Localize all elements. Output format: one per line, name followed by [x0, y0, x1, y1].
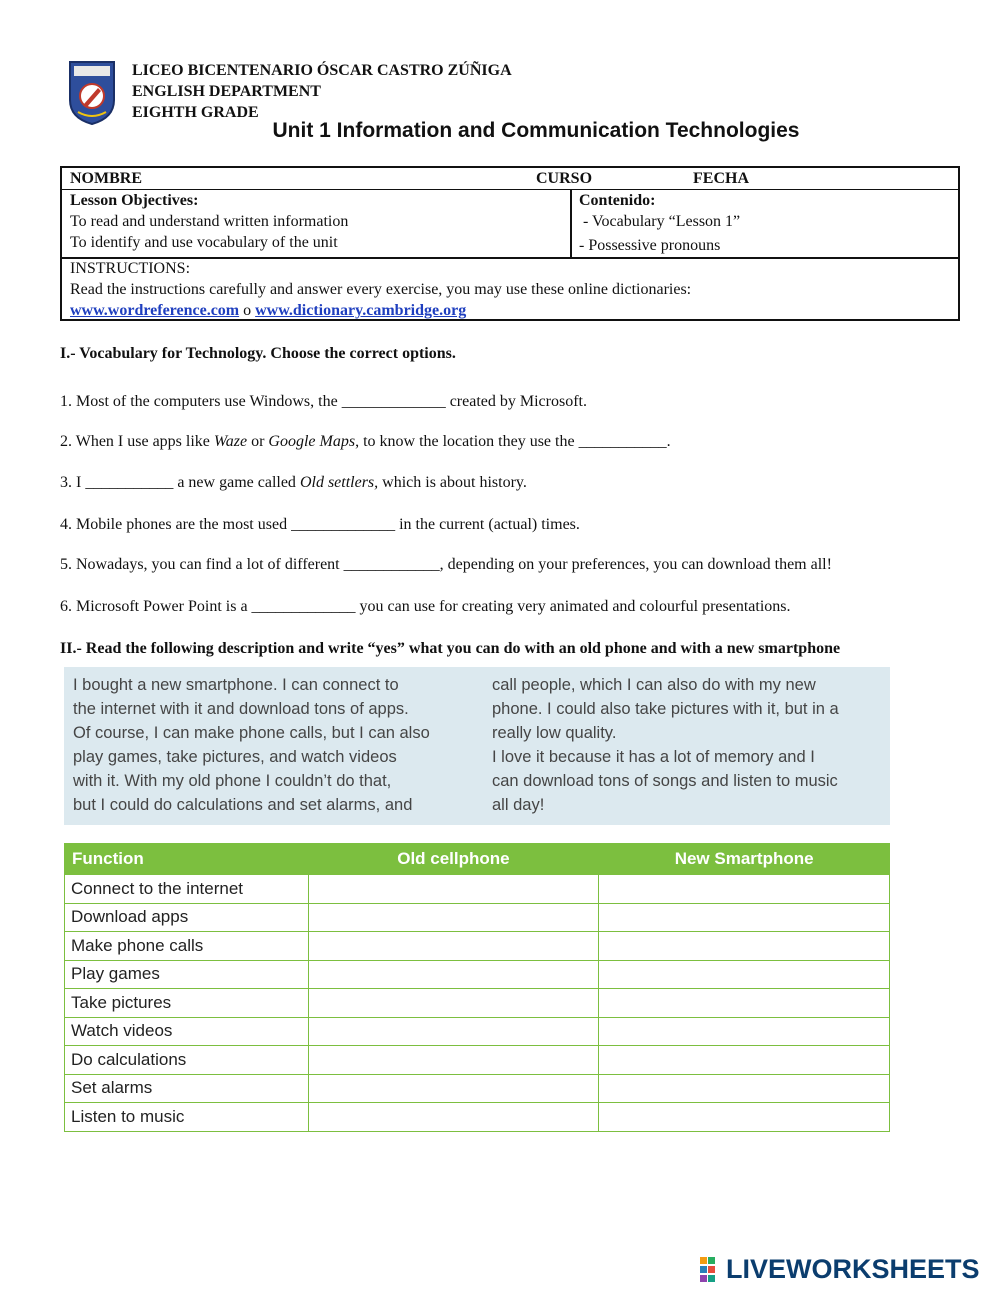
answer-blank[interactable]: _____________: [291, 516, 396, 533]
objectives-title: Lesson Objectives:: [70, 192, 199, 209]
new-phone-answer[interactable]: [599, 960, 890, 989]
old-phone-answer[interactable]: [308, 1046, 599, 1075]
contenido-title: Contenido:: [579, 192, 656, 209]
function-cell: Set alarms: [65, 1074, 309, 1103]
function-cell: Take pictures: [65, 989, 309, 1018]
new-phone-answer[interactable]: [599, 903, 890, 932]
instructions-text: Read the instructions carefully and answer every exercise, you may use these online dictionaries:: [70, 281, 692, 298]
question-text: Google Maps: [268, 433, 356, 450]
question-4: [60, 516, 580, 534]
school-name: LICEO BICENTENARIO ÓSCAR CASTRO ZÚÑIGA: [132, 62, 512, 79]
table-row: [65, 875, 890, 904]
function-cell: Download apps: [65, 903, 309, 932]
question-text: Old settlers,: [299, 474, 379, 491]
question-text: 3. I: [60, 474, 86, 491]
question-5: [60, 556, 832, 574]
new-phone-answer[interactable]: [599, 989, 890, 1018]
answer-blank[interactable]: _____________: [251, 598, 356, 615]
function-table: [64, 843, 890, 1132]
table-row: [65, 903, 890, 932]
function-cell: Play games: [65, 960, 309, 989]
question-1: [60, 393, 587, 411]
new-phone-answer[interactable]: [599, 932, 890, 961]
instructions-title: INSTRUCTIONS:: [70, 260, 191, 277]
function-cell: Connect to the internet: [65, 875, 309, 904]
question-text: or: [247, 433, 269, 450]
question-text: .: [666, 433, 671, 450]
question-6: [60, 598, 791, 616]
fecha-label: FECHA: [693, 170, 749, 187]
question-text: you can use for creating very animated and colourful presentations.: [355, 598, 791, 615]
old-phone-answer[interactable]: [308, 932, 599, 961]
school-header: [132, 60, 512, 123]
question-text: 1. Most of the computers use Windows, the: [60, 393, 342, 410]
column-header-new: New Smartphone: [599, 844, 890, 875]
old-phone-answer[interactable]: [308, 875, 599, 904]
department-name: ENGLISH DEPARTMENT: [132, 83, 321, 100]
old-phone-answer[interactable]: [308, 960, 599, 989]
new-phone-answer[interactable]: [599, 1017, 890, 1046]
new-phone-answer[interactable]: [599, 1074, 890, 1103]
instructions-row: [62, 258, 958, 321]
reading-left-column: I bought a new smartphone. I can connect to the internet with it and download tons of apps. Of course, I can make phone calls, but I can also play games, take pictures, and watch videos with it. With my old phone I couldn’t do that, but I could do calculations and set alarms, and: [73, 676, 430, 814]
old-phone-answer[interactable]: [308, 1103, 599, 1132]
answer-blank[interactable]: _____________: [341, 393, 446, 410]
contenido-item: - Vocabulary “Lesson 1”: [579, 213, 741, 230]
objective-item: To identify and use vocabulary of the unit: [70, 234, 338, 251]
question-text: , to know the location they use the: [355, 433, 579, 450]
function-cell: Do calculations: [65, 1046, 309, 1075]
grade-name: EIGHTH GRADE: [132, 104, 259, 121]
link-separator: o: [239, 302, 256, 319]
reading-right-column: call people, which I can also do with my new phone. I could also take pictures with it, but in a really low quality. I love it because it has a lot of memory and I can download tons of songs and listen to music all day!: [492, 676, 839, 814]
cambridge-link[interactable]: www.dictionary.cambridge.org: [255, 302, 467, 319]
objective-item: To read and understand written information: [70, 213, 349, 230]
old-phone-answer[interactable]: [308, 903, 599, 932]
old-phone-answer[interactable]: [308, 989, 599, 1018]
function-cell: Watch videos: [65, 1017, 309, 1046]
wordreference-link[interactable]: www.wordreference.com: [70, 302, 240, 319]
column-header-function: Function: [65, 844, 309, 875]
reading-passage: [64, 667, 890, 825]
dictionary-links: [70, 300, 466, 321]
school-crest-icon: [68, 60, 116, 126]
new-phone-answer[interactable]: [599, 875, 890, 904]
function-cell: Make phone calls: [65, 932, 309, 961]
old-phone-answer[interactable]: [308, 1074, 599, 1103]
table-row: [65, 1103, 890, 1132]
question-text: 2. When I use apps like: [60, 433, 214, 450]
table-header-row: [65, 844, 890, 875]
table-row: [65, 1017, 890, 1046]
new-phone-answer[interactable]: [599, 1103, 890, 1132]
section-1-title: I.- Vocabulary for Technology. Choose the correct options.: [60, 345, 456, 362]
question-text: which is about history.: [378, 474, 527, 491]
contenido-item: - Possessive pronouns: [579, 237, 721, 254]
table-row: [65, 989, 890, 1018]
question-text: 6. Microsoft Power Point is a: [60, 598, 252, 615]
question-text: created by Microsoft.: [445, 393, 587, 410]
section-2-title: II.- Read the following description and write “yes” what you can do with an old phone and with a new smartphone: [60, 640, 841, 657]
curso-label: CURSO: [536, 170, 593, 187]
question-text: 5. Nowadays, you can find a lot of different: [60, 556, 344, 573]
page-title: Unit 1 Information and Communication Technologies: [272, 119, 800, 142]
question-2: [60, 433, 671, 451]
old-phone-answer[interactable]: [308, 1017, 599, 1046]
info-header-row: [62, 168, 958, 190]
brand-name: LIVEWORKSHEETS: [726, 1254, 980, 1284]
nombre-label: NOMBRE: [70, 170, 142, 187]
question-text: 4. Mobile phones are the most used: [60, 516, 292, 533]
question-text: , depending on your preferences, you can download them all!: [439, 556, 832, 573]
table-row: [65, 1074, 890, 1103]
question-3: [60, 474, 527, 492]
objectives-row: [62, 190, 958, 259]
table-row: [65, 932, 890, 961]
table-row: [65, 960, 890, 989]
table-row: [65, 1046, 890, 1075]
function-cell: Listen to music: [65, 1103, 309, 1132]
question-text: Waze: [213, 433, 248, 450]
column-header-old: Old cellphone: [308, 844, 599, 875]
answer-blank[interactable]: ___________: [578, 433, 667, 450]
answer-blank[interactable]: ___________: [85, 474, 174, 491]
divider: [570, 190, 572, 257]
question-text: a new game called: [173, 474, 300, 491]
question-text: in the current (actual) times.: [395, 516, 580, 533]
answer-blank[interactable]: ____________: [343, 556, 440, 573]
liveworksheets-icon: [700, 1257, 724, 1283]
new-phone-answer[interactable]: [599, 1046, 890, 1075]
liveworksheets-logo[interactable]: [700, 1254, 996, 1285]
info-table: [60, 166, 960, 321]
